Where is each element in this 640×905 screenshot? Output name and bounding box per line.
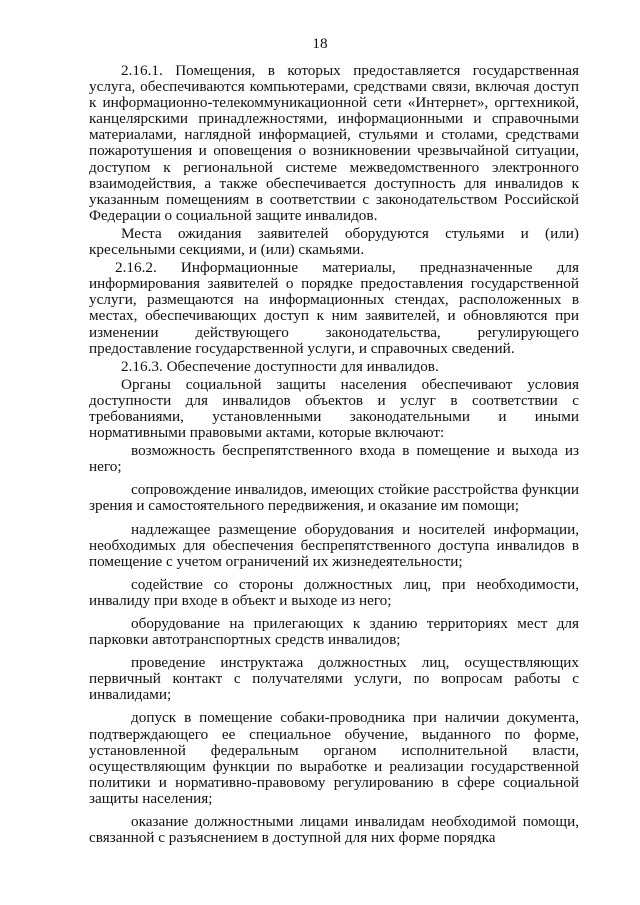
page-number: 18 [312,35,328,52]
paragraph-waiting-places: Места ожидания заявителей оборудуются стульями и (или) кресельными секциями, и (или) скамьями. [89,224,579,259]
paragraph-2-16-1: 2.16.1. Помещения, в которых предоставляется государственная услуга, обеспечиваются компьютерами, средствами связи, включая доступ к информационно-телекоммуникационной сети «Интернет», оргтехникой, канцелярскими принадлежностями, информационными и справочными материалами, наглядной информацией, стульями и столами, средствами пожаротушения и оповещения о возникновении чрезвычайной ситуации, доступом к региональной системе межведомственного электронного взаимодействия, а также обеспечивается доступность для инвалидов к указанным помещениям в соответствии с законодательством Российской Федерации о социальной защите инвалидов. [89,62,579,224]
list-item: допуск в помещение собаки-проводника при наличии документа, подтверждающего ее специальное обучение, выданного по форме, установленной федеральным органом исполнительной власти, осуществляющим функции по выработке и реализации государственной политики и нормативно-правовому регулированию в сфере социальной защиты населения; [89,709,579,807]
list-item: оборудование на прилегающих к зданию территориях мест для парковки автотранспортных средств инвалидов; [89,615,579,649]
list-item: надлежащее размещение оборудования и носителей информации, необходимых для обеспечения беспрепятственного доступа инвалидов в помещение с учетом ограничений их жизнедеятельности; [89,520,579,570]
list-item: содействие со стороны должностных лиц, при необходимости, инвалиду при входе в объект и выходе из него; [89,575,579,609]
list-item: оказание должностными лицами инвалидам необходимой помощи, связанной с разъяснением в доступной для них форме порядка [89,813,579,847]
list-item: возможность беспрепятственного входа в помещение и выхода из него; [89,442,579,476]
document-body [89,63,579,846]
paragraph-2-16-2: 2.16.2. Информационные материалы, предназначенные для информирования заявителей о порядке предоставления государственной услуги, размещаются на информационных стендах, расположенных в местах, обеспечивающих доступ к ним заявителей, и обновляются при изменении действующего законодательства, регулирующего предоставление государственной услуги, и справочных сведений. [89,259,579,357]
list-item: проведение инструктажа должностных лиц, осуществляющих первичный контакт с получателями услуги, по вопросам работы с инвалидами; [89,654,579,704]
list-item: сопровождение инвалидов, имеющих стойкие расстройства функции зрения и самостоятельного передвижения, и оказание им помощи; [89,481,579,515]
paragraph-social-protection: Органы социальной защиты населения обеспечивают условия доступности для инвалидов объектов и услуг в соответствии с требованиями, установленными законодательными и иными нормативными правовыми актами, которые включают: [89,375,579,442]
paragraph-2-16-3: 2.16.3. Обеспечение доступности для инвалидов. [121,357,439,375]
